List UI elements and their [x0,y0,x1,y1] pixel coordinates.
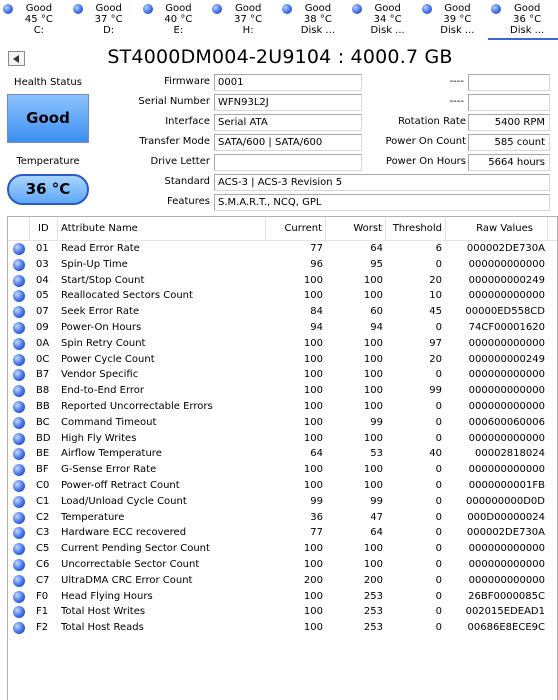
status-dot-icon [13,338,25,350]
table-row[interactable] [8,510,557,526]
attribute-raw-value: 74CF00001620 [468,321,545,333]
status-dot-icon [13,606,25,618]
attribute-current: 64 [310,448,323,460]
attribute-id: BC [36,416,50,428]
attribute-id: F0 [36,590,49,602]
status-dot-icon [13,306,25,318]
attribute-threshold: 0 [435,622,442,634]
attribute-raw-value: 0000000001FB [468,479,545,491]
attribute-name: Total Host Reads [61,622,144,634]
attribute-threshold: 0 [435,258,442,270]
attribute-threshold: 99 [429,385,442,397]
attribute-raw-value: 000000000000 [468,432,545,444]
table-row[interactable] [8,257,557,273]
attribute-current: 77 [310,527,323,539]
drive-tab-temperature: 37 °C [234,14,263,25]
drive-tab-temperature: 36 °C [513,14,542,25]
attribute-id: BE [36,448,50,460]
drive-tab-temperature: 34 °C [373,14,402,25]
table-row[interactable] [8,573,557,589]
table-row[interactable] [8,273,557,289]
attribute-raw-value: 26BF0000085C [468,590,545,602]
attribute-current: 100 [303,416,323,428]
transfer-mode-value: SATA/600 | SATA/600 [214,134,362,151]
attribute-id: C5 [36,543,50,555]
attribute-current: 100 [303,464,323,476]
drive-tab[interactable] [209,0,279,40]
attribute-id: 07 [36,306,49,318]
drive-tab-letter: Disk ... [370,25,405,36]
status-dot-icon [13,417,25,429]
attribute-id: B7 [36,369,50,381]
features-value: S.M.A.R.T., NCQ, GPL [214,194,550,211]
unknown-field-label-2: ---- [449,96,464,107]
attribute-raw-value: 000000000000 [468,258,545,270]
drive-tab-letter: D: [103,25,115,36]
drive-tab-temperature: 40 °C [164,14,193,25]
health-indicator-icon [352,4,362,14]
drive-tab-status: Good [95,3,122,14]
attribute-raw-value: 000600060006 [468,416,545,428]
transfer-mode-label: Transfer Mode [139,136,210,147]
status-dot-icon [13,322,25,334]
table-row[interactable] [8,557,557,573]
health-indicator-icon [282,4,292,14]
attribute-name: Uncorrectable Sector Count [61,558,200,570]
temperature-badge[interactable]: 36 °C [7,174,89,205]
attribute-raw-value: 00686E8ECE9C [467,622,545,634]
previous-disk-button[interactable] [8,51,25,66]
header-current[interactable]: Current [266,217,326,241]
attribute-raw-value: 000000000000 [468,574,545,586]
rotation-rate-value: 5400 RPM [468,114,550,131]
attribute-current: 100 [303,353,323,365]
drive-tab[interactable] [419,0,489,40]
status-dot-icon [13,622,25,634]
attribute-worst: 100 [363,558,383,570]
status-dot-icon [13,243,25,255]
attribute-current: 100 [303,479,323,491]
health-status-badge[interactable]: Good [7,94,89,143]
attribute-current: 36 [310,511,323,523]
attribute-raw-value: 000000000249 [468,274,545,286]
attribute-threshold: 0 [435,400,442,412]
power-on-count-label: Power On Count [385,136,466,147]
attribute-current: 96 [310,258,323,270]
unknown-field-label-1: ---- [449,76,464,87]
attribute-name: Power-On Hours [61,321,142,333]
status-dot-icon [13,401,25,413]
attribute-name: Hardware ECC recovered [61,527,187,539]
attribute-current: 100 [303,400,323,412]
health-status-label: Health Status [14,77,82,88]
attribute-name: Head Flying Hours [61,590,153,602]
attribute-name: Load/Unload Cycle Count [61,495,187,507]
attribute-threshold: 10 [429,290,442,302]
attribute-id: C2 [36,511,50,523]
attribute-current: 100 [303,558,323,570]
header-attribute-name[interactable]: Attribute Name [58,217,266,241]
attribute-threshold: 0 [435,527,442,539]
table-row[interactable] [8,446,557,462]
attribute-name: High Fly Writes [61,432,137,444]
attribute-name: Seek Error Rate [61,306,140,318]
firmware-value: 0001 [214,74,362,91]
attribute-worst: 53 [370,448,383,460]
attribute-current: 77 [310,243,323,254]
attribute-current: 100 [303,385,323,397]
attribute-name: Command Timeout [61,416,157,428]
temperature-label: Temperature [16,156,80,167]
attribute-name: Reallocated Sectors Count [61,290,193,302]
status-dot-icon [13,354,25,366]
attribute-name: End-to-End Error [61,385,145,397]
attribute-threshold: 0 [435,511,442,523]
attribute-id: 01 [36,243,49,254]
attribute-current: 84 [310,306,323,318]
status-dot-icon [13,512,25,524]
power-on-hours-label: Power On Hours [385,156,466,167]
attribute-worst: 100 [363,290,383,302]
attribute-id: B8 [36,385,50,397]
attribute-raw-value: 000000000D0D [465,495,545,507]
attribute-id: F2 [36,622,49,634]
table-row[interactable] [8,620,557,636]
serial-number-value: WFN93L2J [214,94,362,111]
attribute-raw-value: 00002818024 [475,448,545,460]
drive-tab-status: Good [25,3,53,14]
attribute-worst: 47 [370,511,383,523]
attribute-worst: 100 [363,400,383,412]
table-row[interactable] [8,525,557,541]
drive-tab-status: Good [165,3,192,14]
table-row[interactable] [8,462,557,478]
attribute-raw-value: 000000000000 [468,400,545,412]
attribute-name: Power-off Retract Count [61,479,180,491]
attribute-worst: 100 [363,274,383,286]
attribute-current: 200 [303,574,323,586]
table-row[interactable] [8,352,557,368]
attribute-threshold: 97 [429,337,442,349]
header-worst[interactable]: Worst [326,217,386,241]
table-header [8,217,557,241]
attribute-id: 0A [36,337,50,349]
table-row[interactable] [8,494,557,510]
drive-tab-letter: E: [173,25,184,36]
health-indicator-icon [143,4,153,14]
attribute-raw-value: 000000000000 [468,558,545,570]
status-dot-icon [13,369,25,381]
drive-tab-letter: Disk ... [510,25,545,36]
attribute-threshold: 0 [435,479,442,491]
drive-letter-value [214,154,362,171]
attribute-id: C7 [36,574,50,586]
attribute-id: 09 [36,321,49,333]
drive-tab-letter: Disk ... [440,25,475,36]
attribute-threshold: 0 [435,464,442,476]
attribute-worst: 253 [363,606,383,618]
attribute-name: Vendor Specific [61,369,139,381]
table-row[interactable] [8,478,557,494]
status-dot-icon [13,559,25,571]
attribute-threshold: 20 [429,274,442,286]
attribute-worst: 94 [370,321,383,333]
attribute-worst: 99 [370,416,383,428]
attribute-worst: 200 [363,574,383,586]
table-row[interactable] [8,304,557,320]
power-on-hours-value: 5664 hours [468,154,550,171]
status-dot-icon [13,385,25,397]
drive-tab[interactable] [279,0,349,40]
header-status-column[interactable] [8,217,30,241]
unknown-field-value-1 [468,74,550,91]
status-dot-icon [13,464,25,476]
status-dot-icon [13,527,25,539]
drive-tab-letter: H: [242,25,254,36]
status-dot-icon [13,433,25,445]
attribute-current: 100 [303,274,323,286]
table-row[interactable] [8,415,557,431]
attribute-raw-value: 000000000000 [468,369,545,381]
attribute-threshold: 0 [435,321,442,333]
table-row[interactable] [8,367,557,383]
attribute-id: 0C [36,353,50,365]
attribute-current: 100 [303,290,323,302]
drive-tab-letter: Disk ... [300,25,335,36]
attribute-name: Power Cycle Count [61,353,155,365]
drive-tab[interactable] [140,0,210,40]
table-row[interactable] [8,589,557,605]
attribute-worst: 100 [363,432,383,444]
status-dot-icon [13,543,25,555]
attribute-name: UltraDMA CRC Error Count [61,574,193,586]
status-dot-icon [13,259,25,271]
disk-title: ST4000DM004-2U9104 : 4000.7 GB [107,46,453,68]
attribute-raw-value: 000000000000 [468,464,545,476]
attribute-threshold: 0 [435,606,442,618]
attribute-raw-value: 000002DE730A [466,243,545,254]
smart-attribute-table[interactable] [7,216,558,700]
attribute-current: 100 [303,432,323,444]
health-indicator-icon [3,4,13,14]
attribute-current: 99 [310,495,323,507]
attribute-id: BF [36,464,49,476]
attribute-threshold: 0 [435,495,442,507]
status-dot-icon [13,290,25,302]
attribute-id: 04 [36,274,49,286]
attribute-id: BB [36,400,50,412]
status-dot-icon [13,591,25,603]
attribute-threshold: 0 [435,416,442,428]
attribute-id: BD [36,432,51,444]
drive-tab-temperature: 38 °C [303,14,332,25]
header-threshold[interactable]: Threshold [386,217,446,241]
status-dot-icon [13,575,25,587]
table-row[interactable] [8,336,557,352]
attribute-worst: 99 [370,495,383,507]
drive-tab-status: Good [444,3,471,14]
drive-tab-temperature: 37 °C [94,14,123,25]
drive-tab-temperature: 39 °C [443,14,472,25]
attribute-id: 03 [36,258,49,270]
attribute-current: 100 [303,606,323,618]
features-label: Features [167,196,210,207]
attribute-worst: 64 [370,527,383,539]
attribute-name: Reported Uncorrectable Errors [61,400,213,412]
drive-tab[interactable] [0,0,70,40]
attribute-name: Start/Stop Count [61,274,145,286]
attribute-id: C3 [36,527,50,539]
attribute-current: 100 [303,337,323,349]
drive-tab[interactable] [70,0,140,40]
header-raw-values[interactable]: Raw Values [446,217,548,241]
drive-tab-temperature: 45 °C [24,14,53,25]
attribute-raw-value: 000000000000 [468,385,545,397]
attribute-worst: 100 [363,385,383,397]
attribute-threshold: 6 [435,243,442,254]
table-body [8,241,557,636]
drive-tab-letter: C: [33,25,45,36]
table-row[interactable] [8,431,557,447]
attribute-threshold: 40 [429,448,442,460]
rotation-rate-label: Rotation Rate [398,116,466,127]
attribute-threshold: 0 [435,543,442,555]
attribute-threshold: 0 [435,432,442,444]
attribute-worst: 100 [363,369,383,381]
status-dot-icon [13,496,25,508]
attribute-worst: 95 [370,258,383,270]
firmware-label: Firmware [164,76,210,87]
attribute-raw-value: 000000000249 [468,353,545,365]
attribute-raw-value: 000000000000 [468,337,545,349]
drive-tab-status: Good [234,3,262,14]
attribute-current: 100 [303,543,323,555]
attribute-name: Read Error Rate [61,243,140,254]
attribute-worst: 100 [363,337,383,349]
attribute-threshold: 0 [435,590,442,602]
drive-tab-status: Good [374,3,401,14]
table-row[interactable] [8,541,557,557]
interface-label: Interface [165,116,210,127]
health-indicator-icon [422,4,432,14]
attribute-worst: 100 [363,353,383,365]
table-row[interactable] [8,320,557,336]
attribute-id: 05 [36,290,49,302]
interface-value: Serial ATA [214,114,362,131]
attribute-current: 100 [303,622,323,634]
attribute-worst: 64 [370,243,383,254]
attribute-raw-value: 000D00000024 [467,511,545,523]
attribute-current: 100 [303,369,323,381]
attribute-raw-value: 000000000000 [468,543,545,555]
attribute-worst: 100 [363,543,383,555]
attribute-raw-value: 002015EDEAD1 [465,606,545,618]
attribute-worst: 100 [363,464,383,476]
health-indicator-icon [73,4,83,14]
attribute-id: C1 [36,495,50,507]
status-dot-icon [13,275,25,287]
attribute-worst: 253 [363,590,383,602]
status-dot-icon [13,448,25,460]
attribute-threshold: 0 [435,574,442,586]
power-on-count-value: 585 count [468,134,550,151]
attribute-name: G-Sense Error Rate [61,464,157,476]
attribute-current: 94 [310,321,323,333]
drive-tab-status: Good [304,3,332,14]
attribute-id: F1 [36,606,49,618]
standard-label: Standard [164,176,210,187]
attribute-current: 100 [303,590,323,602]
drive-tabs [0,0,558,40]
attribute-worst: 253 [363,622,383,634]
attribute-name: Temperature [61,511,125,523]
table-row[interactable] [8,241,557,257]
attribute-name: Airflow Temperature [61,448,162,460]
drive-tab[interactable] [349,0,419,40]
attribute-name: Current Pending Sector Count [61,543,210,555]
unknown-field-value-2 [468,94,550,111]
attribute-threshold: 0 [435,558,442,570]
drive-tab-status: Good [513,3,541,14]
table-row[interactable] [8,383,557,399]
attribute-threshold: 45 [429,306,442,318]
table-row[interactable] [8,604,557,620]
status-dot-icon [13,480,25,492]
attribute-raw-value: 000002DE730A [466,527,545,539]
attribute-raw-value: 000000000000 [468,290,545,302]
table-row[interactable] [8,288,557,304]
standard-value: ACS-3 | ACS-3 Revision 5 [214,174,550,191]
attribute-id: C0 [36,479,50,491]
serial-number-label: Serial Number [138,96,210,107]
attribute-threshold: 0 [435,369,442,381]
attribute-raw-value: 00000ED558CD [465,306,545,318]
attribute-worst: 60 [370,306,383,318]
attribute-name: Total Host Writes [61,606,146,618]
drive-letter-label: Drive Letter [150,156,210,167]
attribute-name: Spin Retry Count [61,337,146,349]
table-row[interactable] [8,399,557,415]
attribute-worst: 100 [363,479,383,491]
attribute-name: Spin-Up Time [61,258,128,270]
header-id[interactable]: ID [30,217,58,241]
attribute-threshold: 20 [429,353,442,365]
drive-tab[interactable] [488,0,558,40]
attribute-id: C6 [36,558,50,570]
